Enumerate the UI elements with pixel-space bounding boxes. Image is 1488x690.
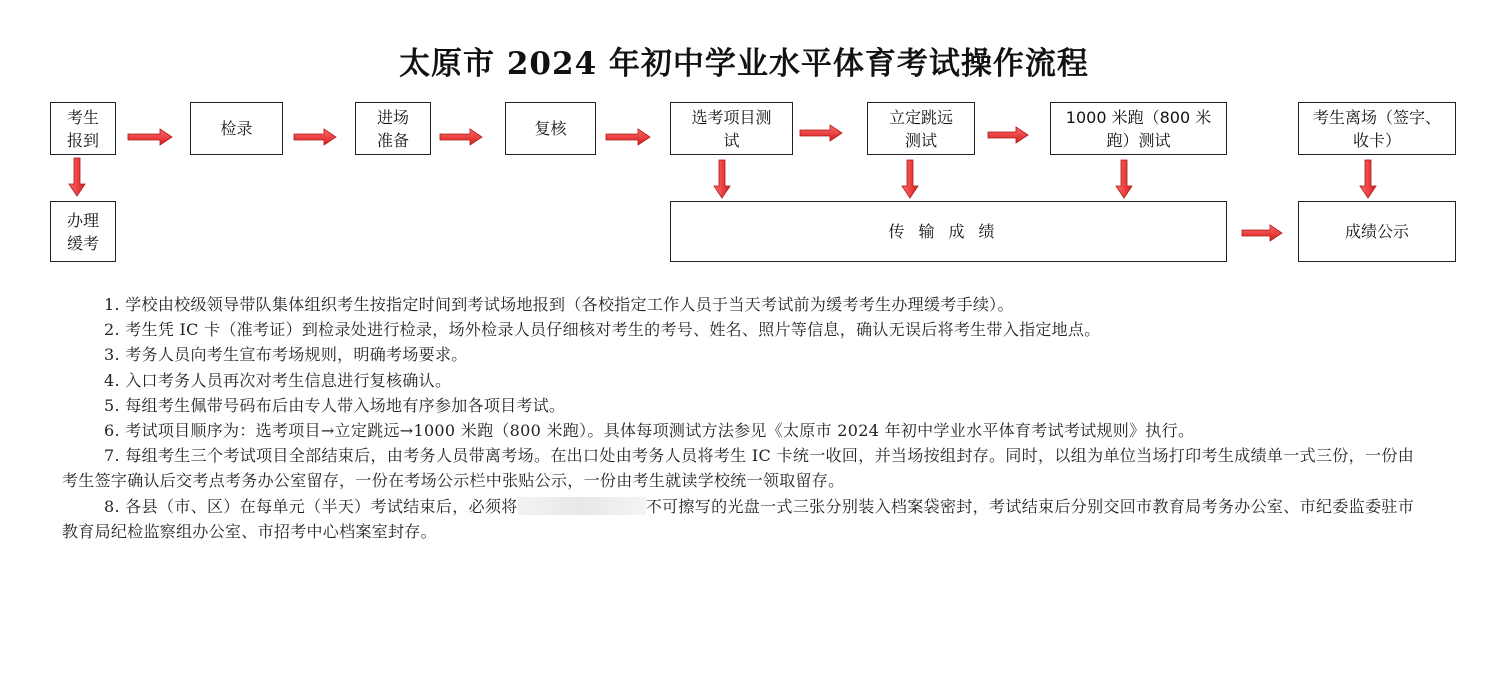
arrow-elective-transfer bbox=[714, 160, 730, 198]
flow-box-prepare-line-2: 准备 bbox=[376, 130, 409, 150]
flow-box-publish bbox=[1298, 201, 1456, 262]
step-4: 4. 入口考务人员再次对考生信息进行复核确认。 bbox=[104, 370, 452, 390]
flow-box-elective-line-2: 试 bbox=[723, 130, 740, 150]
page-title: 太原市 2024 年初中学业水平体育考试操作流程 bbox=[399, 46, 1089, 82]
flow-box-defer bbox=[50, 201, 116, 262]
flow-box-jump-line-2: 测试 bbox=[904, 130, 937, 150]
flow-box-record bbox=[190, 102, 283, 155]
flow-box-elective bbox=[670, 102, 793, 155]
step-2: 2. 考生凭 IC 卡（准考证）到检录处进行检录，场外检录人员仔细核对考生的考号、姓名、照片等信息，确认无误后将考生带入指定地点。 bbox=[104, 320, 1101, 340]
step-1: 1. 学校由校级领导带队集体组织考生按指定时间到考试场地报到（各校指定工作人员于当天考试前为缓考考生办理缓考手续）。 bbox=[104, 295, 1014, 314]
step-8-part-2: 不可擦写的光盘一式三张分别装入档案袋密封，考试结束后分别交回市教育局考务办公室、市纪委监委驻市教育局纪检监察组办公室、市招考中心档案室封存。 bbox=[62, 496, 1415, 541]
arrow-jump-transfer bbox=[902, 160, 918, 198]
flow-box-checkin-line-2: 报到 bbox=[66, 130, 99, 150]
flow-box-prepare-line-1: 进场 bbox=[376, 107, 409, 127]
procedure-steps bbox=[62, 292, 1414, 544]
flow-box-jump-line-1: 立定跳远 bbox=[888, 107, 953, 127]
arrow-checkin-defer bbox=[69, 158, 85, 196]
flow-box-review-line-1: 复核 bbox=[534, 119, 567, 138]
flow-box-transfer bbox=[670, 201, 1227, 262]
step-8-part-1: 8. 各县（市、区）在每单元（半天）考试结束后，必须将 bbox=[104, 496, 518, 516]
flow-box-record-line-1: 检录 bbox=[220, 119, 253, 138]
flow-box-transfer-label: 传输成绩 bbox=[888, 222, 1009, 241]
flow-box-review bbox=[505, 102, 596, 155]
arrow-record-prepare bbox=[294, 129, 336, 145]
flow-box-publish-label: 成绩公示 bbox=[1344, 222, 1409, 241]
flow-box-prepare bbox=[355, 102, 431, 155]
step-5: 5. 每组考生佩带号码布后由专人带入场地有序参加各项目考试。 bbox=[104, 395, 566, 415]
arrow-elective-jump bbox=[800, 125, 842, 141]
arrow-transfer-publish bbox=[1242, 225, 1282, 241]
flow-box-checkin-line-1: 考生 bbox=[66, 107, 99, 127]
step-8 bbox=[62, 494, 1414, 544]
step-7: 7. 每组考生三个考试项目全部结束后，由考务人员带离考场。在出口处由考务人员将考生 IC 卡统一收回，并当场按组封存。同时，以组为单位当场打印考生成绩单一式三份，一份由考生签字确认后交考点考务办公室留存，一份在考场公示栏中张贴公示，一份由考生就读学校统一领取留存。 bbox=[62, 446, 1414, 491]
flow-box-run-line-2: 跑）测试 bbox=[1106, 130, 1171, 150]
flow-box-checkin bbox=[50, 102, 116, 155]
arrow-jump-run bbox=[988, 127, 1028, 143]
flow-box-defer-line-1: 办理 bbox=[66, 210, 99, 230]
flow-box-run bbox=[1050, 102, 1227, 155]
flow-box-elective-line-1: 选考项目测 bbox=[691, 107, 772, 127]
step-3: 3. 考务人员向考生宣布考场规则，明确考场要求。 bbox=[104, 345, 468, 365]
flow-box-run-line-1: 1000 米跑（800 米 bbox=[1065, 107, 1212, 127]
arrow-prepare-review bbox=[440, 129, 482, 145]
flow-box-jump bbox=[867, 102, 975, 155]
flow-box-leave-line-1: 考生离场（签字、 bbox=[1312, 107, 1441, 127]
flow-box-leave bbox=[1298, 102, 1456, 155]
flow-box-defer-line-2: 缓考 bbox=[66, 233, 99, 253]
arrow-checkin-record bbox=[128, 129, 172, 145]
step-6: 6. 考试项目顺序为：选考项目→立定跳远→1000 米跑（800 米跑）。具体每项测试方法参见《太原市 2024 年初中学业水平体育考试考试规则》执行。 bbox=[104, 421, 1195, 441]
redacted-text-mask bbox=[518, 497, 646, 515]
arrow-run-transfer bbox=[1116, 160, 1132, 198]
arrow-review-elective bbox=[606, 129, 650, 145]
arrow-leave-publish bbox=[1360, 160, 1376, 198]
flow-box-leave-line-2: 收卡） bbox=[1352, 130, 1401, 150]
